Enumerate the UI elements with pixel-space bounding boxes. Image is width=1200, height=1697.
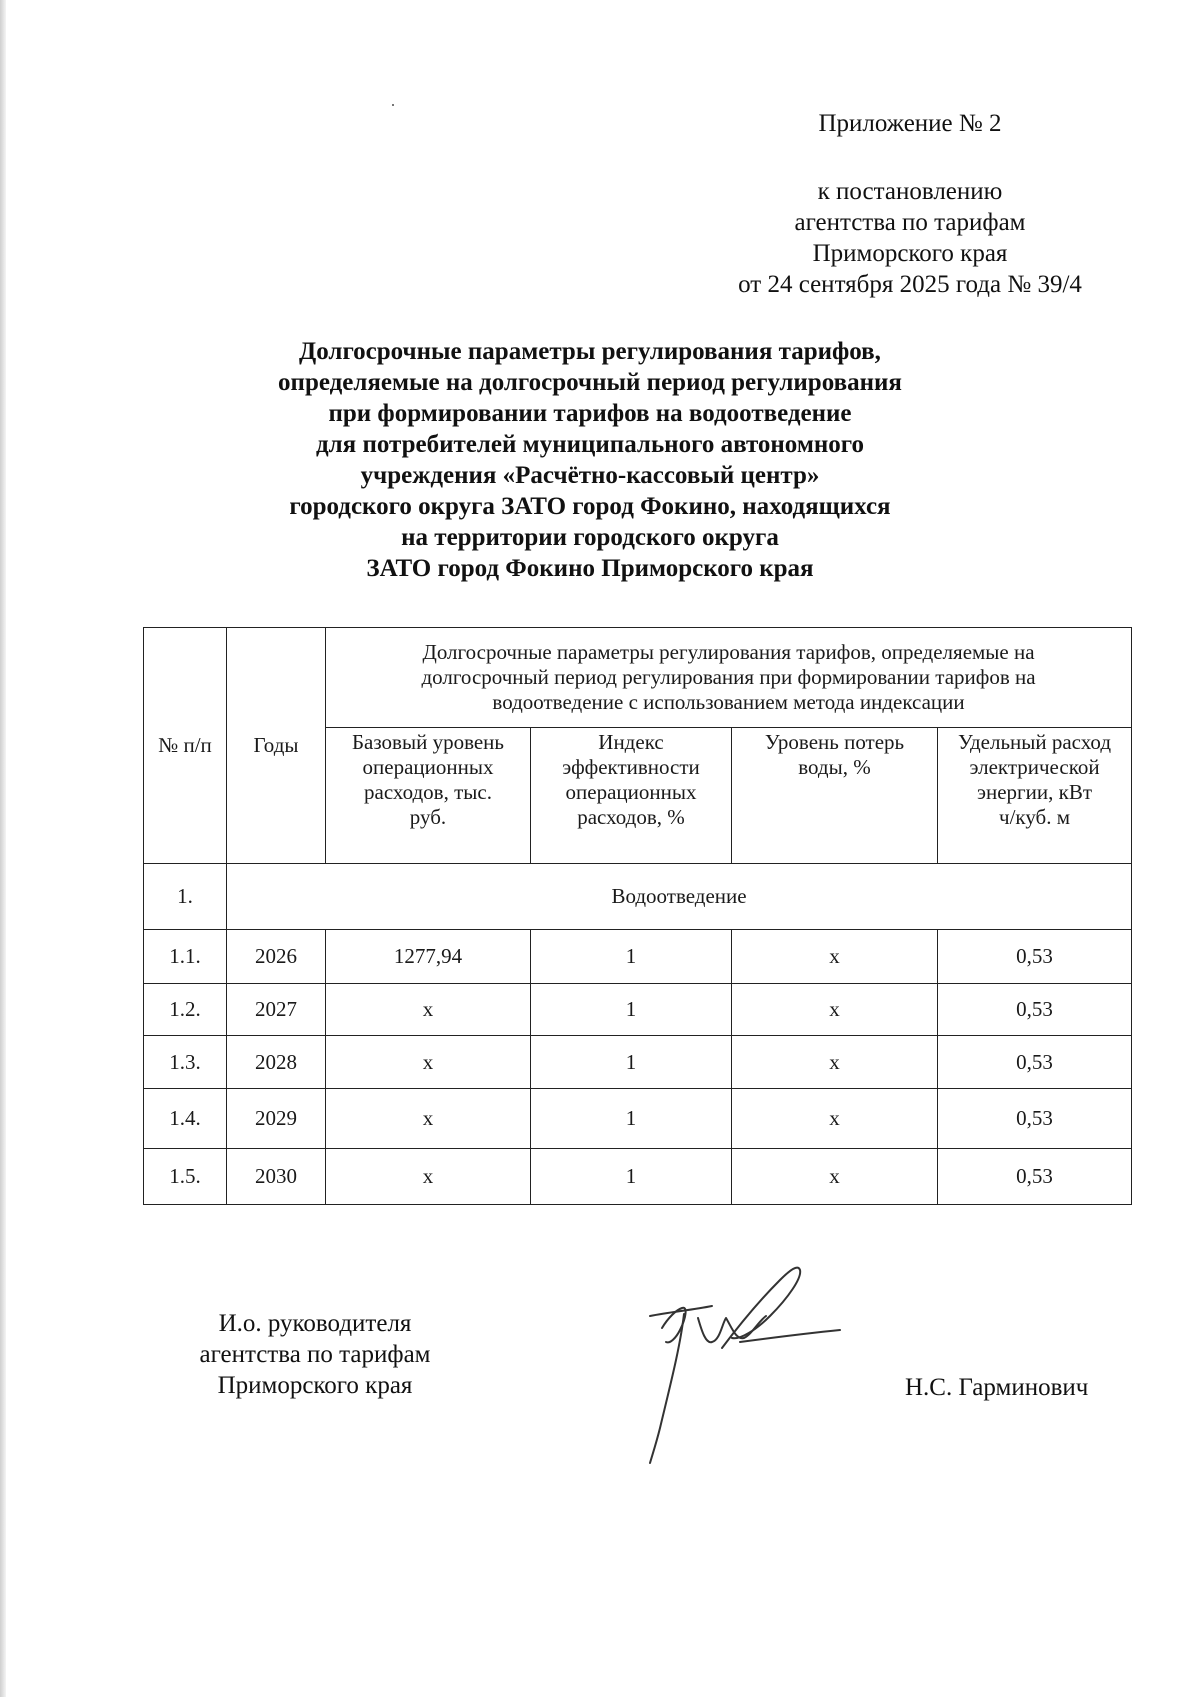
table-row: [144, 1149, 1132, 1205]
appendix-line: от 24 сентября 2025 года № 39/4: [738, 271, 1082, 298]
appendix-line: Приморского края: [812, 240, 1008, 267]
parameters-table: [143, 627, 1132, 1205]
header-line: воды, %: [798, 755, 871, 779]
row-water-losses: х: [732, 1089, 938, 1149]
row-efficiency-index: 1: [531, 930, 732, 984]
section-label: Водоотведение: [227, 864, 1132, 930]
header-base-level: [326, 728, 531, 864]
header-line: расходов, %: [577, 805, 685, 829]
row-water-losses: х: [732, 984, 938, 1036]
row-base-level: х: [326, 984, 531, 1036]
row-efficiency-index: 1: [531, 984, 732, 1036]
header-energy-consumption: [938, 728, 1132, 864]
scan-edge-shadow: [0, 0, 6, 1697]
header-line: ч/куб. м: [999, 805, 1071, 829]
header-group-line: водоотведение с использованием метода индексации: [492, 690, 965, 714]
header-line: энергии, кВт: [976, 780, 1093, 804]
row-num: 1.5.: [144, 1149, 227, 1205]
header-line: Уровень потерь: [764, 730, 905, 754]
row-num: 1.1.: [144, 930, 227, 984]
row-water-losses: х: [732, 1149, 938, 1205]
row-water-losses: х: [732, 930, 938, 984]
header-line: Базовый уровень: [352, 730, 504, 754]
document-title: [140, 336, 1040, 584]
header-line: Удельный расход: [958, 730, 1111, 754]
row-base-level: х: [326, 1036, 531, 1089]
position-line: Приморского края: [217, 1372, 413, 1399]
row-num: 1.2.: [144, 984, 227, 1036]
row-energy-consumption: 0,53: [938, 930, 1132, 984]
appendix-title: Приложение № 2: [818, 110, 1002, 137]
position-line: И.о. руководителя: [218, 1310, 412, 1337]
table-row: [144, 1036, 1132, 1089]
row-num: 1.3.: [144, 1036, 227, 1089]
header-years: Годы: [227, 628, 326, 864]
table-row: [144, 1089, 1132, 1149]
row-energy-consumption: 0,53: [938, 1149, 1132, 1205]
title-line: определяемые на долгосрочный период регулирования: [278, 369, 902, 396]
row-efficiency-index: 1: [531, 1089, 732, 1149]
header-group-line: Долгосрочные параметры регулирования тарифов, определяемые на: [422, 640, 1035, 664]
table-row: [144, 930, 1132, 984]
row-energy-consumption: 0,53: [938, 984, 1132, 1036]
header-num: № п/п: [144, 628, 227, 864]
title-line: Долгосрочные параметры регулирования тарифов,: [299, 338, 881, 365]
section-num: 1.: [144, 864, 227, 930]
appendix-line: агентства по тарифам: [794, 209, 1026, 236]
row-year: 2027: [227, 984, 326, 1036]
row-num: 1.4.: [144, 1089, 227, 1149]
title-line: городского округа ЗАТО город Фокино, находящихся: [289, 493, 891, 520]
header-line: операционных: [362, 755, 494, 779]
row-year: 2028: [227, 1036, 326, 1089]
row-year: 2026: [227, 930, 326, 984]
row-base-level: х: [326, 1089, 531, 1149]
title-line: для потребителей муниципального автономного: [316, 431, 864, 458]
title-line: при формировании тарифов на водоотведение: [328, 400, 852, 427]
row-energy-consumption: 0,53: [938, 1089, 1132, 1149]
table-row: [144, 984, 1132, 1036]
header-line: руб.: [409, 805, 447, 829]
title-line: учреждения «Расчётно-кассовый центр»: [360, 462, 820, 489]
row-year: 2030: [227, 1149, 326, 1205]
signer-name: Н.С. Гарминович: [905, 1374, 1089, 1401]
header-efficiency-index: [531, 728, 732, 864]
row-efficiency-index: 1: [531, 1149, 732, 1205]
header-group: [326, 628, 1132, 728]
header-group-line: долгосрочный период регулирования при формировании тарифов на: [421, 665, 1036, 689]
title-line: ЗАТО город Фокино Приморского края: [366, 555, 814, 582]
handwritten-signature: [640, 1258, 880, 1468]
header-line: эффективности: [562, 755, 700, 779]
header-line: расходов, тыс.: [364, 780, 492, 804]
position-line: агентства по тарифам: [199, 1341, 431, 1368]
row-water-losses: х: [732, 1036, 938, 1089]
header-line: электрической: [969, 755, 1100, 779]
row-base-level: х: [326, 1149, 531, 1205]
row-base-level: 1277,94: [326, 930, 531, 984]
scan-speck: [392, 104, 394, 106]
row-energy-consumption: 0,53: [938, 1036, 1132, 1089]
row-year: 2029: [227, 1089, 326, 1149]
row-efficiency-index: 1: [531, 1036, 732, 1089]
appendix-line: к постановлению: [817, 178, 1003, 205]
header-water-losses: [732, 728, 938, 864]
header-line: Индекс: [598, 730, 664, 754]
title-line: на территории городского округа: [401, 524, 779, 551]
appendix-reference: [700, 176, 1120, 300]
signer-position: [150, 1308, 480, 1401]
section-row: [144, 864, 1132, 930]
header-line: операционных: [565, 780, 697, 804]
